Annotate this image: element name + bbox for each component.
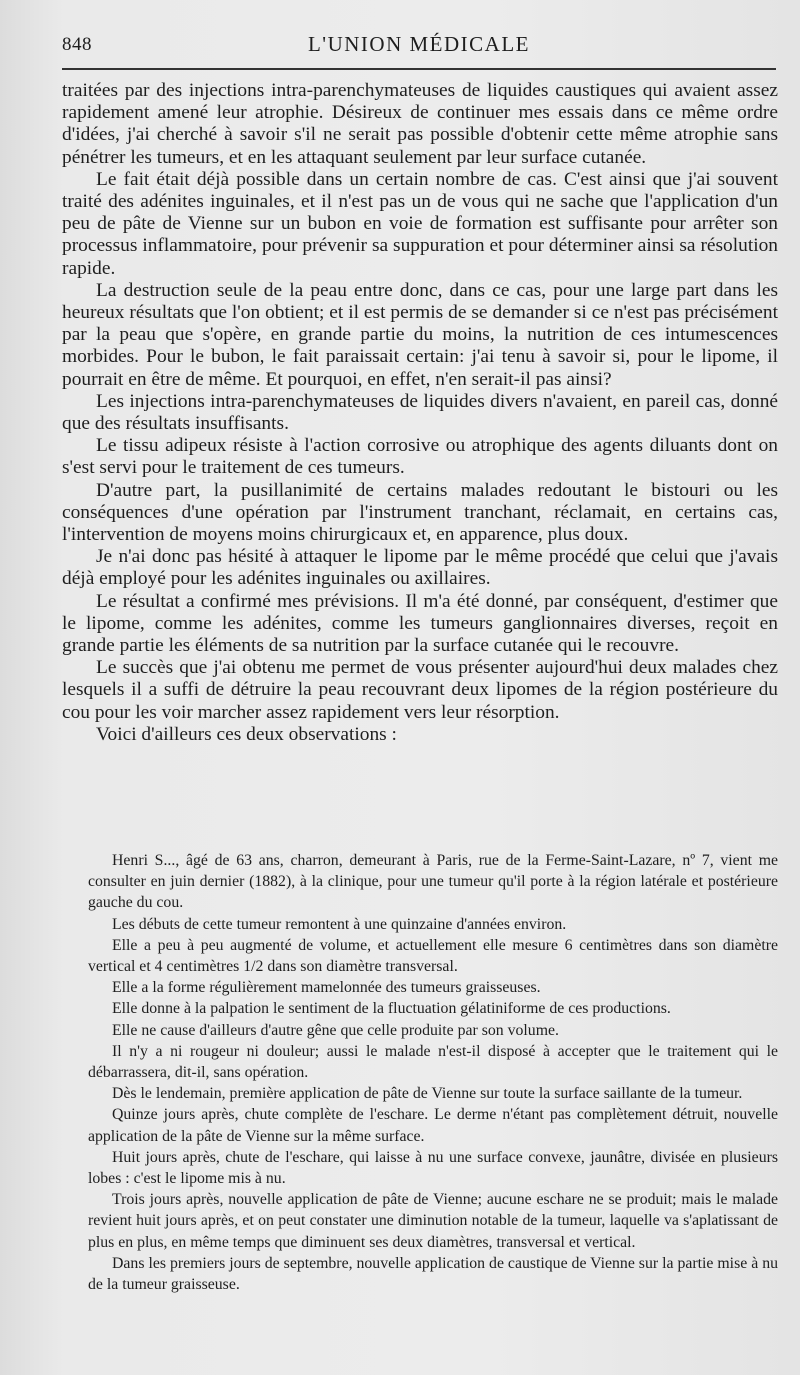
page-header — [62, 30, 776, 64]
paragraph: Les injections intra-parenchymateuses de liquides divers n'avaient, en pareil cas, donné que des résultats insuffisants. — [62, 390, 778, 435]
observation-paragraph: Dès le lendemain, première application de pâte de Vienne sur toute la surface saillante de la tumeur. — [112, 1085, 743, 1103]
paragraph: Le succès que j'ai obtenu me permet de vous présenter aujourd'hui deux malades chez lesquels il a suffi de détruire la peau recouvrant deux lipomes de la région postérieure du cou pour les voir marcher assez rapidement vers leur résorption. — [62, 657, 778, 723]
paragraph: Le tissu adipeux résiste à l'action corrosive ou atrophique des agents diluants dont on s'est servi pour le traitement de ces tumeurs. — [62, 435, 778, 479]
observation-paragraph: Elle donne à la palpation le sentiment de la fluctuation gélatiniforme de ces productions. — [112, 1000, 671, 1018]
main-text — [62, 80, 778, 746]
running-title: L'UNION MÉDICALE — [307, 32, 530, 56]
page-number: 848 — [62, 34, 92, 55]
header-rule — [62, 68, 776, 70]
paragraph: La destruction seule de la peau entre donc, dans ce cas, pour une large part dans les heureux résultats que l'on obtient; et il est permis de se demander si ce n'est pas précisément par la peau que s'opère, en grande partie du moins, la nutrition de ces intumescences morbides. Pour le bubon, le fait paraissait certain: j'ai tenu à savoir si, pour le lipome, il pourrait en être de même. Et pourquoi, en effet, n'en serait-il pas ainsi? — [62, 279, 778, 390]
paragraph: Voici d'ailleurs ces deux observations : — [96, 723, 397, 745]
case-observation — [88, 850, 778, 1295]
observation-paragraph: Dans les premiers jours de septembre, nouvelle application de caustique de Vienne sur la partie mise à nu de la tumeur graisseuse. — [88, 1254, 778, 1294]
observation-paragraph: Elle ne cause d'ailleurs d'autre gêne que celle produite par son volume. — [112, 1021, 559, 1039]
paragraph: traitées par des injections intra-parenchymateuses de liquides caustiques qui avaient assez rapidement amené leur atrophie. Désireux de continuer mes essais dans ce même ordre d'idées, j'ai cherché à savoir s'il ne serait pas possible d'obtenir cette même atrophie sans pénétrer les tumeurs, et en les attaquant seulement par leur surface cutanée. — [62, 80, 778, 168]
observation-paragraph: Elle a la forme régulièrement mamelonnée des tumeurs graisseuses. — [112, 979, 541, 997]
observation-paragraph: Henri S..., âgé de 63 ans, charron, demeurant à Paris, rue de la Ferme-Saint-Lazare, nº 7, vient me consulter en juin dernier (1882), à la clinique, pour une tumeur qu'il porte à la région latérale et postérieure gauche du cou. — [88, 852, 778, 912]
paragraph: Le fait était déjà possible dans un certain nombre de cas. C'est ainsi que j'ai souvent traité des adénites inguinales, et il n'est pas un de vous qui ne sache que l'application d'un peu de pâte de Vienne sur un bubon en voie de formation est suffisante pour arrêter son processus inflammatoire, pour prévenir sa suppuration et pour déterminer ainsi sa résolution rapide. — [62, 168, 778, 279]
observation-paragraph: Il n'y a ni rougeur ni douleur; aussi le malade n'est-il disposé à accepter que le traitement qui le débarrassera, dit-il, sans opération. — [88, 1042, 778, 1082]
paragraph: Je n'ai donc pas hésité à attaquer le lipome par le même procédé que celui que j'avais déjà employé pour les adénites inguinales ou axillaires. — [62, 546, 778, 590]
observation-paragraph: Elle a peu à peu augmenté de volume, et actuellement elle mesure 6 centimètres dans son diamètre vertical et 4 centimètres 1/2 dans son diamètre transversal. — [88, 936, 778, 976]
paragraph: Le résultat a confirmé mes prévisions. Il m'a été donné, par conséquent, d'estimer que le lipome, comme les adénites, comme les tumeurs ganglionnaires diverses, reçoit en grande partie les éléments de sa nutrition par la surface cutanée qui le recouvre. — [62, 590, 778, 657]
paragraph: D'autre part, la pusillanimité de certains malades redoutant le bistouri ou les conséquences d'une opération par l'instrument tranchant, réclamait, en certains cas, l'intervention de moyens moins chirurgicaux et, en apparence, plus doux. — [62, 479, 778, 546]
observation-paragraph: Les débuts de cette tumeur remontent à une quinzaine d'années environ. — [112, 915, 567, 933]
observation-paragraph: Quinze jours après, chute complète de l'eschare. Le derme n'étant pas complètement détruit, nouvelle application de la pâte de Vienne sur la même surface. — [88, 1106, 778, 1145]
observation-paragraph: Huit jours après, chute de l'eschare, qui laisse à nu une surface convexe, jaunâtre, divisée en plusieurs lobes : c'est le lipome mis à nu. — [88, 1148, 778, 1188]
observation-paragraph: Trois jours après, nouvelle application de pâte de Vienne; aucune eschare ne se produit; mais le malade revient huit jours après, et on peut constater une diminution notable de la tumeur, laquelle va s'aplatissant de plus en plus, en même temps que diminuent ses deux diamètres, transversal et vertical. — [88, 1191, 778, 1251]
